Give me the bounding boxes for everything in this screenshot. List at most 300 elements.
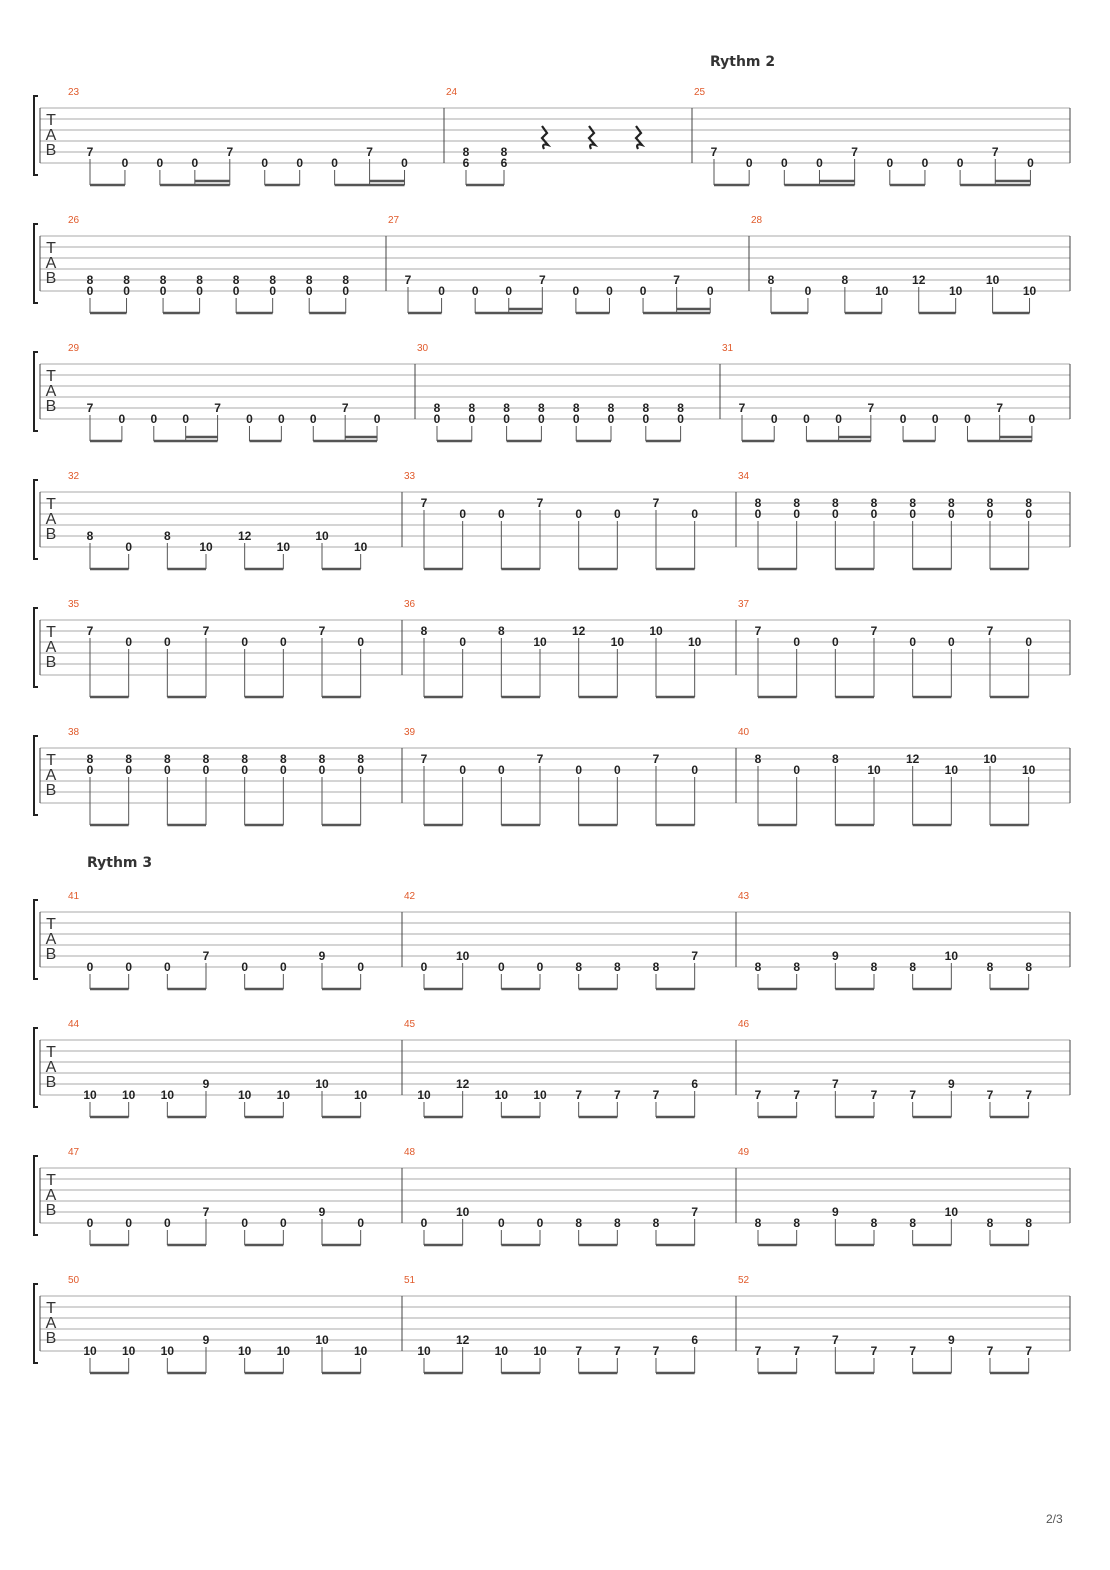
measure-number: 34 <box>738 471 750 482</box>
system-bracket <box>34 224 38 303</box>
fret-number: 10 <box>276 1344 291 1358</box>
system-bracket <box>34 96 38 175</box>
fret-number: 0 <box>123 284 130 298</box>
fret-number: 10 <box>417 1344 431 1358</box>
fret-number: 0 <box>125 1216 133 1230</box>
fret-number: 10 <box>455 1205 470 1219</box>
fret-number: 7 <box>909 1088 917 1102</box>
tab-clef-letter: T <box>46 752 56 769</box>
fret-number: 0 <box>401 156 408 170</box>
fret-number: 8 <box>318 752 326 766</box>
fret-number: 8 <box>159 273 167 287</box>
fret-number: 0 <box>246 412 253 426</box>
fret-number: 0 <box>572 284 580 298</box>
fret-number: 0 <box>1028 412 1036 426</box>
fret-number: 8 <box>269 273 277 287</box>
fret-number: 7 <box>991 145 999 159</box>
fret-number: 7 <box>1025 1088 1033 1102</box>
fret-number: 0 <box>86 960 94 974</box>
tab-clef-letter: T <box>46 624 56 641</box>
fret-number: 10 <box>199 540 213 554</box>
fret-number: 0 <box>125 540 133 554</box>
fret-number: 7 <box>86 624 94 638</box>
fret-number: 8 <box>607 401 615 415</box>
fret-number: 7 <box>613 1088 621 1102</box>
fret-number: 7 <box>986 1344 994 1358</box>
tab-clef-letter: A <box>45 1187 57 1204</box>
tab-clef-letter: T <box>46 368 56 385</box>
fret-number: 8 <box>754 1216 762 1230</box>
fret-number: 0 <box>241 635 249 649</box>
fret-number: 7 <box>575 1088 583 1102</box>
quarter-rest <box>636 126 642 149</box>
measure-number: 49 <box>738 1147 750 1158</box>
fret-number: 0 <box>793 635 801 649</box>
fret-number: 0 <box>691 763 699 777</box>
fret-number: 0 <box>296 156 304 170</box>
fret-number: 7 <box>870 1344 878 1358</box>
fret-number: 0 <box>803 412 810 426</box>
fret-number: 0 <box>261 156 269 170</box>
fret-number: 8 <box>572 401 580 415</box>
fret-number: 0 <box>163 1216 171 1230</box>
fret-number: 8 <box>831 496 839 510</box>
fret-number: 0 <box>279 635 287 649</box>
fret-number: 10 <box>983 752 997 766</box>
tab-clef-letter: A <box>45 1315 57 1332</box>
fret-number: 0 <box>163 635 171 649</box>
fret-number: 7 <box>831 1333 839 1347</box>
fret-number: 0 <box>745 156 753 170</box>
fret-number: 10 <box>160 1088 175 1102</box>
fret-number: 0 <box>835 412 842 426</box>
fret-number: 8 <box>196 273 203 287</box>
tab-clef-letter: A <box>45 511 57 528</box>
fret-number: 10 <box>533 635 547 649</box>
fret-number: 7 <box>691 1205 699 1219</box>
fret-number: 0 <box>471 284 479 298</box>
fret-number: 10 <box>610 635 625 649</box>
fret-number: 8 <box>793 496 801 510</box>
fret-number: 8 <box>986 960 994 974</box>
fret-number: 10 <box>494 1344 509 1358</box>
fret-number: 0 <box>373 412 381 426</box>
tab-clef-letter: B <box>45 142 57 159</box>
system-bracket <box>34 1284 38 1363</box>
fret-number: 8 <box>468 401 476 415</box>
measure-number: 52 <box>738 1275 750 1286</box>
fret-number: 0 <box>459 635 467 649</box>
tab-clef-letter: T <box>46 1300 56 1317</box>
fret-number: 8 <box>767 273 775 287</box>
fret-number: 7 <box>870 624 878 638</box>
fret-number: 7 <box>652 496 660 510</box>
fret-number: 0 <box>121 156 129 170</box>
fret-number: 0 <box>86 1216 94 1230</box>
fret-number: 10 <box>1021 763 1036 777</box>
fret-number: 10 <box>944 763 959 777</box>
fret-number: 7 <box>202 1205 210 1219</box>
fret-number: 0 <box>196 284 203 298</box>
fret-number: 8 <box>793 960 801 974</box>
fret-number: 8 <box>652 1216 660 1230</box>
fret-number: 7 <box>909 1344 917 1358</box>
fret-number: 0 <box>191 156 199 170</box>
fret-number: 0 <box>804 284 812 298</box>
fret-number: 12 <box>455 1077 470 1091</box>
fret-number: 7 <box>575 1344 583 1358</box>
fret-number: 0 <box>342 284 350 298</box>
fret-number: 10 <box>276 540 291 554</box>
fret-number: 0 <box>420 960 428 974</box>
fret-number: 0 <box>780 156 788 170</box>
tab-clef-letter: B <box>45 1202 57 1219</box>
fret-number: 7 <box>996 401 1004 415</box>
fret-number: 7 <box>202 949 210 963</box>
fret-number: 9 <box>831 949 839 963</box>
fret-number: 8 <box>305 273 313 287</box>
fret-number: 0 <box>816 156 823 170</box>
tab-clef-letter: B <box>45 946 57 963</box>
fret-number: 12 <box>905 752 920 766</box>
measure-number: 41 <box>68 891 80 902</box>
tab-clef-letter: A <box>45 255 57 272</box>
fret-number: 0 <box>279 763 287 777</box>
fret-number: 12 <box>237 529 252 543</box>
fret-number: 8 <box>125 752 133 766</box>
fret-number: 0 <box>1025 507 1033 521</box>
fret-number: 7 <box>404 273 412 287</box>
tab-clef-letter: A <box>45 767 57 784</box>
fret-number: 8 <box>232 273 240 287</box>
fret-number: 8 <box>86 529 94 543</box>
fret-number: 0 <box>318 763 326 777</box>
fret-number: 7 <box>793 1344 801 1358</box>
fret-number: 7 <box>831 1077 839 1091</box>
fret-number: 0 <box>241 1216 249 1230</box>
fret-number: 8 <box>870 496 878 510</box>
fret-number: 0 <box>125 960 133 974</box>
fret-number: 7 <box>673 273 680 287</box>
fret-number: 8 <box>503 401 510 415</box>
fret-number: 0 <box>497 763 505 777</box>
measure-number: 47 <box>68 1147 80 1158</box>
fret-number: 8 <box>793 1216 801 1230</box>
fret-number: 0 <box>503 412 510 426</box>
fret-number: 8 <box>909 496 917 510</box>
measure-number: 31 <box>722 343 734 354</box>
fret-number: 0 <box>241 763 249 777</box>
fret-number: 8 <box>909 960 917 974</box>
tab-clef-letter: B <box>45 398 57 415</box>
system-bracket <box>34 900 38 979</box>
fret-number: 6 <box>691 1333 699 1347</box>
system-bracket <box>34 480 38 559</box>
fret-number: 7 <box>652 1088 660 1102</box>
fret-number: 8 <box>652 960 660 974</box>
fret-number: 9 <box>318 949 326 963</box>
fret-number: 0 <box>420 1216 428 1230</box>
fret-number: 0 <box>279 1216 287 1230</box>
fret-number: 0 <box>606 284 613 298</box>
measure-number: 39 <box>404 727 416 738</box>
measure-number: 38 <box>68 727 80 738</box>
fret-number: 10 <box>687 635 702 649</box>
fret-number: 7 <box>754 624 762 638</box>
fret-number: 0 <box>497 507 505 521</box>
tab-clef-letter: T <box>46 112 56 129</box>
fret-number: 0 <box>947 507 955 521</box>
fret-number: 8 <box>497 624 505 638</box>
fret-number: 8 <box>163 529 171 543</box>
fret-number: 8 <box>123 273 130 287</box>
fret-number: 0 <box>163 763 171 777</box>
fret-number: 0 <box>163 960 171 974</box>
quarter-rest <box>589 126 595 149</box>
fret-number: 10 <box>417 1088 431 1102</box>
tab-clef-letter: B <box>45 526 57 543</box>
tab-clef-letter: B <box>45 270 57 287</box>
measure-number: 50 <box>68 1275 80 1286</box>
fret-number: 10 <box>649 624 663 638</box>
fret-number: 0 <box>909 635 917 649</box>
tab-clef-letter: B <box>45 1330 57 1347</box>
fret-number: 10 <box>353 1344 368 1358</box>
measure-number: 37 <box>738 599 750 610</box>
fret-number: 10 <box>985 273 1000 287</box>
fret-number: 10 <box>533 1344 547 1358</box>
fret-number: 0 <box>986 507 994 521</box>
tab-clef-letter: T <box>46 1044 56 1061</box>
fret-number: 7 <box>318 624 326 638</box>
fret-number: 10 <box>315 529 329 543</box>
fret-number: 8 <box>241 752 249 766</box>
fret-number: 10 <box>237 1088 252 1102</box>
fret-number: 7 <box>202 624 210 638</box>
measure-number: 23 <box>68 87 80 98</box>
fret-number: 10 <box>494 1088 509 1102</box>
fret-number: 8 <box>754 496 762 510</box>
fret-number: 10 <box>353 1088 368 1102</box>
fret-number: 6 <box>691 1077 699 1091</box>
fret-number: 10 <box>944 1205 959 1219</box>
fret-number: 8 <box>613 1216 621 1230</box>
fret-number: 6 <box>462 156 470 170</box>
fret-number: 8 <box>420 624 428 638</box>
measure-number: 43 <box>738 891 750 902</box>
fret-number: 0 <box>279 960 287 974</box>
fret-number: 12 <box>455 1333 470 1347</box>
fret-number: 0 <box>572 412 580 426</box>
measure-number: 26 <box>68 215 80 226</box>
tab-clef-letter: A <box>45 127 57 144</box>
fret-number: 10 <box>121 1344 136 1358</box>
fret-number: 9 <box>202 1333 210 1347</box>
fret-number: 8 <box>677 401 684 415</box>
tab-clef-letter: A <box>45 383 57 400</box>
system-bracket <box>34 608 38 687</box>
fret-number: 0 <box>831 635 839 649</box>
fret-number: 10 <box>315 1333 329 1347</box>
fret-number: 7 <box>851 145 858 159</box>
fret-number: 0 <box>642 412 650 426</box>
fret-number: 0 <box>309 412 317 426</box>
fret-number: 0 <box>505 284 513 298</box>
fret-number: 0 <box>956 156 964 170</box>
tab-clef-letter: B <box>45 782 57 799</box>
tab-clef-letter: B <box>45 1074 57 1091</box>
fret-number: 10 <box>533 1088 547 1102</box>
fret-number: 7 <box>420 752 428 766</box>
fret-number: 8 <box>202 752 210 766</box>
fret-number: 7 <box>536 752 544 766</box>
fret-number: 0 <box>433 412 441 426</box>
measure-number: 36 <box>404 599 416 610</box>
measure-number: 46 <box>738 1019 750 1030</box>
fret-number: 0 <box>150 412 158 426</box>
measure-number: 33 <box>404 471 416 482</box>
fret-number: 8 <box>841 273 849 287</box>
fret-number: 0 <box>278 412 285 426</box>
fret-number: 0 <box>793 763 801 777</box>
tab-clef-letter: A <box>45 1059 57 1076</box>
fret-number: 8 <box>831 752 839 766</box>
fret-number: 0 <box>899 412 907 426</box>
fret-number: 0 <box>886 156 894 170</box>
measure-number: 27 <box>388 215 400 226</box>
fret-number: 0 <box>538 412 545 426</box>
fret-number: 10 <box>875 284 889 298</box>
fret-number: 10 <box>83 1088 97 1102</box>
fret-number: 0 <box>182 412 190 426</box>
fret-number: 7 <box>986 1088 994 1102</box>
measure-number: 51 <box>404 1275 416 1286</box>
fret-number: 9 <box>318 1205 326 1219</box>
fret-number: 8 <box>575 960 583 974</box>
fret-number: 0 <box>156 156 164 170</box>
fret-number: 0 <box>357 1216 365 1230</box>
fret-number: 8 <box>870 960 878 974</box>
fret-number: 8 <box>613 960 621 974</box>
quarter-rest <box>542 126 548 149</box>
fret-number: 0 <box>947 635 955 649</box>
fret-number: 10 <box>276 1088 291 1102</box>
system-bracket <box>34 352 38 431</box>
fret-number: 9 <box>947 1333 955 1347</box>
fret-number: 7 <box>652 752 660 766</box>
measure-number: 25 <box>694 87 706 98</box>
fret-number: 8 <box>538 401 545 415</box>
fret-number: 0 <box>202 763 210 777</box>
fret-number: 7 <box>341 401 349 415</box>
tab-clef-letter: A <box>45 639 57 656</box>
fret-number: 7 <box>738 401 746 415</box>
fret-number: 0 <box>305 284 313 298</box>
fret-number: 0 <box>536 960 544 974</box>
fret-number: 0 <box>459 763 467 777</box>
fret-number: 8 <box>870 1216 878 1230</box>
fret-number: 8 <box>433 401 441 415</box>
measure-number: 29 <box>68 343 80 354</box>
fret-number: 8 <box>986 1216 994 1230</box>
fret-number: 0 <box>125 763 133 777</box>
fret-number: 0 <box>754 507 762 521</box>
fret-number: 7 <box>366 145 373 159</box>
fret-number: 12 <box>912 273 926 287</box>
fret-number: 0 <box>118 412 126 426</box>
fret-number: 8 <box>279 752 287 766</box>
fret-number: 0 <box>497 1216 505 1230</box>
measure-number: 30 <box>417 343 429 354</box>
fret-number: 0 <box>964 412 971 426</box>
fret-number: 0 <box>497 960 505 974</box>
system-bracket <box>34 1028 38 1107</box>
fret-number: 0 <box>607 412 615 426</box>
fret-number: 7 <box>538 273 546 287</box>
fret-number: 0 <box>613 763 621 777</box>
fret-number: 10 <box>1022 284 1037 298</box>
fret-number: 9 <box>831 1205 839 1219</box>
fret-number: 0 <box>241 960 249 974</box>
fret-number: 7 <box>86 145 94 159</box>
fret-number: 10 <box>160 1344 175 1358</box>
measure-number: 32 <box>68 471 80 482</box>
fret-number: 8 <box>754 752 762 766</box>
fret-number: 10 <box>121 1088 136 1102</box>
fret-number: 12 <box>571 624 586 638</box>
fret-number: 0 <box>691 507 699 521</box>
fret-number: 0 <box>706 284 714 298</box>
fret-number: 0 <box>770 412 778 426</box>
fret-number: 8 <box>342 273 350 287</box>
fret-number: 7 <box>870 1088 878 1102</box>
fret-number: 7 <box>793 1088 801 1102</box>
fret-number: 0 <box>613 507 621 521</box>
fret-number: 8 <box>500 145 508 159</box>
tab-clef-letter: T <box>46 240 56 257</box>
fret-number: 0 <box>1027 156 1034 170</box>
tab-clef-letter: T <box>46 1172 56 1189</box>
fret-number: 10 <box>315 1077 329 1091</box>
fret-number: 7 <box>754 1088 762 1102</box>
measure-number: 45 <box>404 1019 416 1030</box>
fret-number: 10 <box>867 763 881 777</box>
section-label-rythm-2: Rythm 2 <box>710 54 776 70</box>
fret-number: 0 <box>931 412 939 426</box>
tab-clef-letter: T <box>46 916 56 933</box>
fret-number: 0 <box>870 507 878 521</box>
measure-number: 48 <box>404 1147 416 1158</box>
section-label-rythm-3: Rythm 3 <box>87 855 153 871</box>
fret-number: 10 <box>353 540 368 554</box>
fret-number: 10 <box>948 284 963 298</box>
fret-number: 8 <box>86 273 94 287</box>
page-number: 2/3 <box>1046 1512 1063 1526</box>
measure-number: 35 <box>68 599 80 610</box>
fret-number: 7 <box>226 145 234 159</box>
fret-number: 7 <box>652 1344 660 1358</box>
measure-number: 44 <box>68 1019 80 1030</box>
fret-number: 9 <box>947 1077 955 1091</box>
fret-number: 0 <box>86 284 94 298</box>
fret-number: 8 <box>357 752 365 766</box>
fret-number: 0 <box>831 507 839 521</box>
fret-number: 6 <box>500 156 508 170</box>
fret-number: 8 <box>1025 960 1033 974</box>
fret-number: 7 <box>86 401 94 415</box>
fret-number: 8 <box>754 960 762 974</box>
fret-number: 8 <box>1025 496 1033 510</box>
